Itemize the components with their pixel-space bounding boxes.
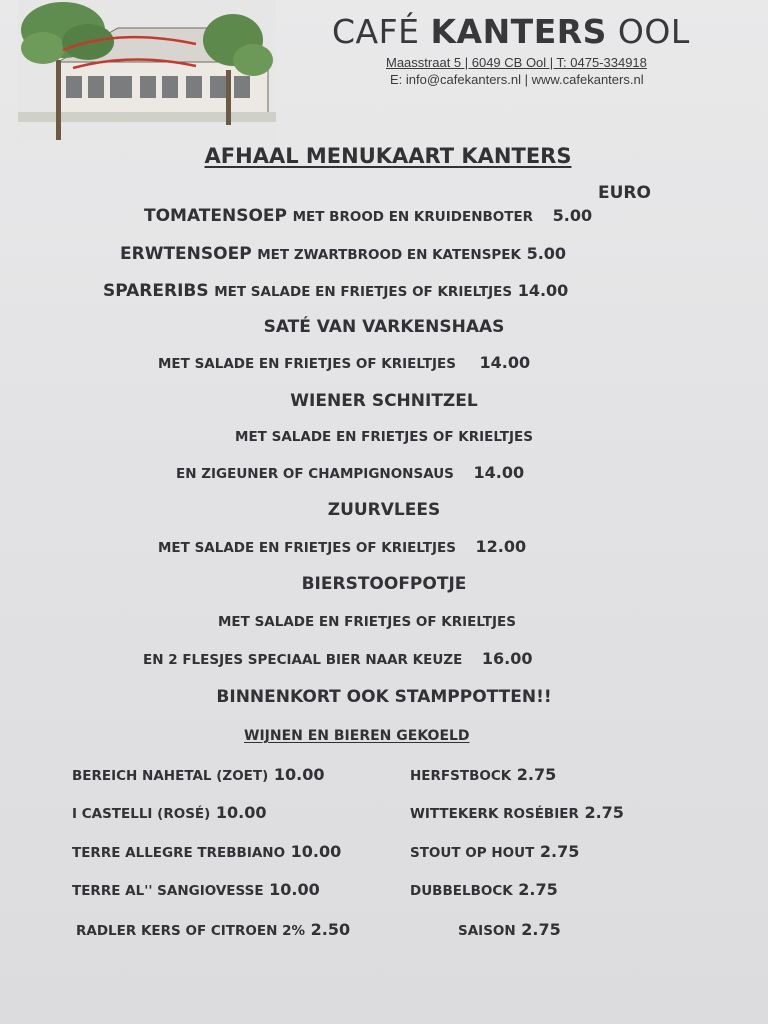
- drink-right-2: [410, 803, 624, 822]
- drink-name: SAISON: [458, 923, 516, 939]
- menu-item-bierstoofpotje-name: BIERSTOOFPOTJE: [301, 574, 467, 594]
- menu-item-tomatensoep: [144, 206, 592, 226]
- drink-name: BEREICH NAHETAL (ZOET): [72, 768, 269, 784]
- menu-item-bierstoofpotje-detail: [143, 649, 532, 668]
- drink-price: 2.75: [539, 842, 580, 861]
- menu-title: AFHAAL MENUKAART KANTERS: [204, 144, 572, 168]
- item-price: 5.00: [552, 206, 593, 225]
- address-line: Maasstraat 5 | 6049 CB Ool | T: 0475-334918: [386, 55, 647, 70]
- drink-name: STOUT OP HOUT: [410, 845, 535, 861]
- menu-item-zuurvlees-name: ZUURVLEES: [327, 500, 441, 520]
- cafe-name-prefix: CAFÉ: [332, 12, 431, 51]
- item-name: TOMATENSOEP: [144, 206, 288, 226]
- drink-left-3: [72, 842, 341, 861]
- drink-name: I CASTELLI (ROSÉ): [72, 806, 211, 822]
- drink-name: TERRE ALLEGRE TREBBIANO: [72, 845, 286, 861]
- menu-item-spareribs: [103, 281, 568, 301]
- drink-price: 10.00: [273, 765, 325, 784]
- menu-item-sate-detail: [158, 353, 530, 372]
- drink-left-4: [72, 880, 320, 899]
- drink-name: HERFSTBOCK: [410, 768, 512, 784]
- drinks-title: WIJNEN EN BIEREN GEKOELD: [244, 728, 470, 744]
- drink-price: 10.00: [290, 842, 342, 861]
- drink-price: 2.75: [518, 880, 558, 899]
- drink-right-4: [410, 880, 558, 899]
- drink-right-1: [410, 765, 556, 784]
- item-price: 16.00: [481, 649, 533, 668]
- drink-left-2: [72, 803, 267, 822]
- drink-right-5: [458, 920, 561, 939]
- drink-left-1: [72, 765, 324, 784]
- item-desc: EN ZIGEUNER OF CHAMPIGNONSAUS: [176, 466, 454, 482]
- menu-item-schnitzel-name: WIENER SCHNITZEL: [290, 391, 478, 411]
- cafe-building-sketch-logo: [18, 0, 276, 142]
- item-price: 14.00: [473, 463, 525, 482]
- item-name: SPARERIBS: [103, 281, 209, 301]
- item-desc: EN 2 FLESJES SPECIAAL BIER NAAR KEUZE: [143, 652, 463, 668]
- drink-name: TERRE AL'' SANGIOVESSE: [72, 883, 264, 899]
- drink-right-3: [410, 842, 579, 861]
- drink-price: 10.00: [215, 803, 267, 822]
- drink-name: RADLER KERS OF CITROEN 2%: [76, 923, 306, 939]
- drink-left-5: [76, 920, 350, 939]
- menu-item-zuurvlees-detail: [158, 537, 526, 556]
- item-price: 5.00: [526, 244, 567, 263]
- menu-item-erwtensoep: [120, 244, 566, 264]
- drink-name: DUBBELBOCK: [410, 883, 513, 899]
- drink-price: 2.75: [521, 920, 561, 939]
- item-desc: MET SALADE EN FRIETJES OF KRIELTJES: [158, 356, 456, 372]
- currency-label: EURO: [598, 183, 651, 203]
- cafe-name-suffix: OOL: [606, 12, 690, 51]
- menu-item-bierstoofpotje-desc: MET SALADE EN FRIETJES OF KRIELTJES: [218, 614, 516, 630]
- drink-price: 2.75: [584, 803, 624, 822]
- menu-item-schnitzel-desc: MET SALADE EN FRIETJES OF KRIELTJES: [235, 429, 533, 445]
- drink-name: WITTEKERK ROSÉBIER: [410, 806, 579, 822]
- item-price: 12.00: [475, 537, 527, 556]
- contact-line: E: info@cafekanters.nl | www.cafekanters.nl: [390, 72, 644, 87]
- item-desc: MET BROOD EN KRUIDENBOTER: [292, 209, 534, 225]
- item-desc: MET ZWARTBROOD EN KATENSPEK: [257, 247, 521, 263]
- item-desc: MET SALADE EN FRIETJES OF KRIELTJES: [158, 540, 456, 556]
- cafe-address: [386, 54, 726, 88]
- cafe-name-bold: KANTERS: [430, 12, 607, 51]
- menu-item-sate-name: SATÉ VAN VARKENSHAAS: [263, 317, 505, 337]
- stamppotten-notice: BINNENKORT OOK STAMPPOTTEN!!: [216, 687, 552, 707]
- menu-item-schnitzel-detail: [176, 463, 524, 482]
- cafe-name: [332, 12, 742, 51]
- drink-price: 10.00: [269, 880, 320, 899]
- item-desc: MET SALADE EN FRIETJES OF KRIELTJES: [214, 284, 513, 300]
- item-name: ERWTENSOEP: [120, 244, 252, 264]
- drink-price: 2.50: [310, 920, 351, 939]
- drink-price: 2.75: [516, 765, 557, 784]
- item-price: 14.00: [517, 281, 569, 300]
- item-price: 14.00: [479, 353, 531, 372]
